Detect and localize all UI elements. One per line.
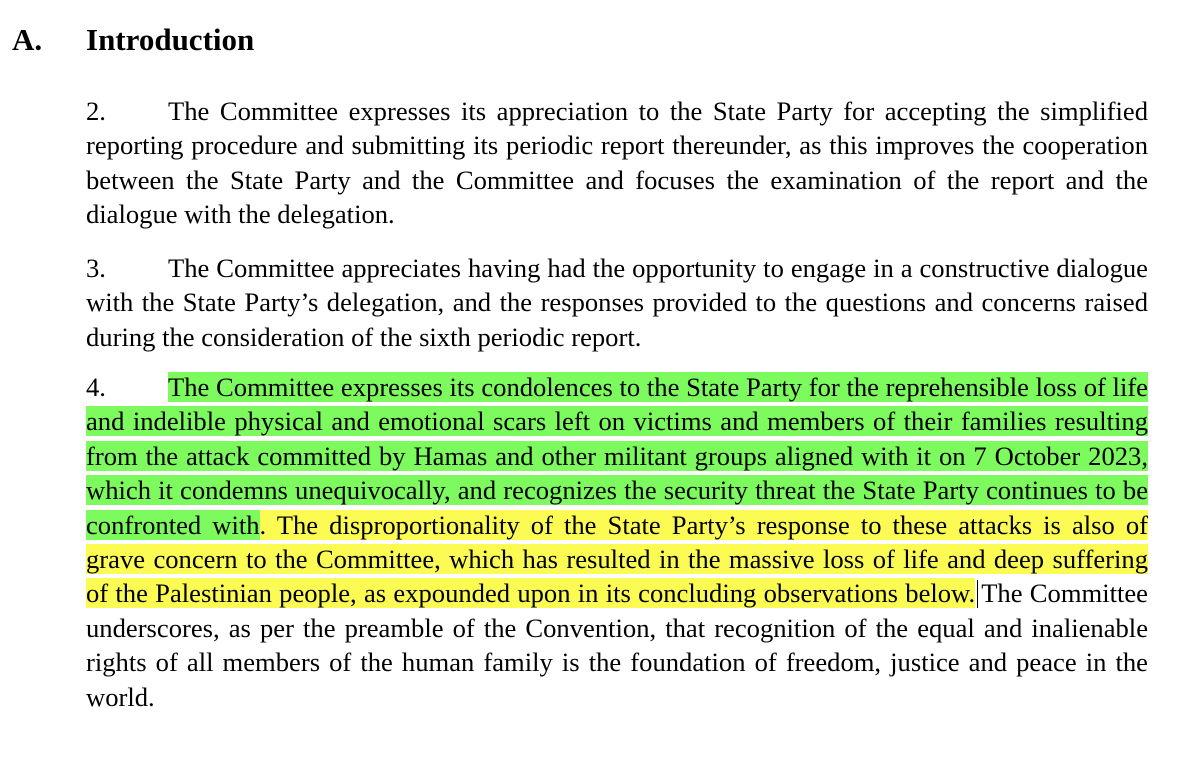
text-cursor — [977, 580, 978, 608]
paragraph-number: 2. — [86, 96, 106, 126]
paragraph-number: 3. — [86, 253, 106, 283]
paragraph-number: 4. — [86, 372, 106, 402]
section-number: A. — [12, 22, 43, 57]
section-title: Introduction — [86, 22, 255, 57]
paragraph-text: The Committee expresses its appreciation to the State Party for accepting the simplified reporting procedure and submitting its periodic report thereunder, as this improves the cooperation between the State Party and the Committee and focuses the examination of the report and the dialogue with the delegation. — [86, 96, 1148, 230]
paragraph-text: The Committee underscores, as per the preamble of the Convention, that recognition of the equal and inalienable rights of all members of the human family is the foundation of freedom, justice and peace in the world. — [86, 578, 1148, 712]
paragraph-3[interactable] — [86, 251, 1148, 354]
paragraph-2[interactable] — [86, 94, 1148, 232]
green-highlighted-text[interactable]: The Committee expresses its condolences to the State Party for the reprehensible loss of life and indelible physical and emotional scars left on victims and members of their families resulting from the attack committed by Hamas and other militant groups aligned with it on 7 October 2023, which it condemns unequivocally, and recognizes the security threat the State Party continues to be confronted with — [86, 372, 1148, 540]
paragraph-text: The Committee appreciates having had the opportunity to engage in a constructive dialogue with the State Party’s delegation, and the responses provided to the questions and concerns raised during the consideration of the sixth periodic report. — [86, 253, 1148, 352]
yellow-highlighted-text[interactable]: . The disproportionality of the State Party’s response to these attacks is also of grave concern to the Committee, which has resulted in the massive loss of life and deep suffering of the Palestinian people, as expounded upon in its concluding observations below. — [86, 509, 1148, 609]
section-heading — [12, 18, 254, 62]
paragraph-4[interactable] — [86, 370, 1148, 714]
